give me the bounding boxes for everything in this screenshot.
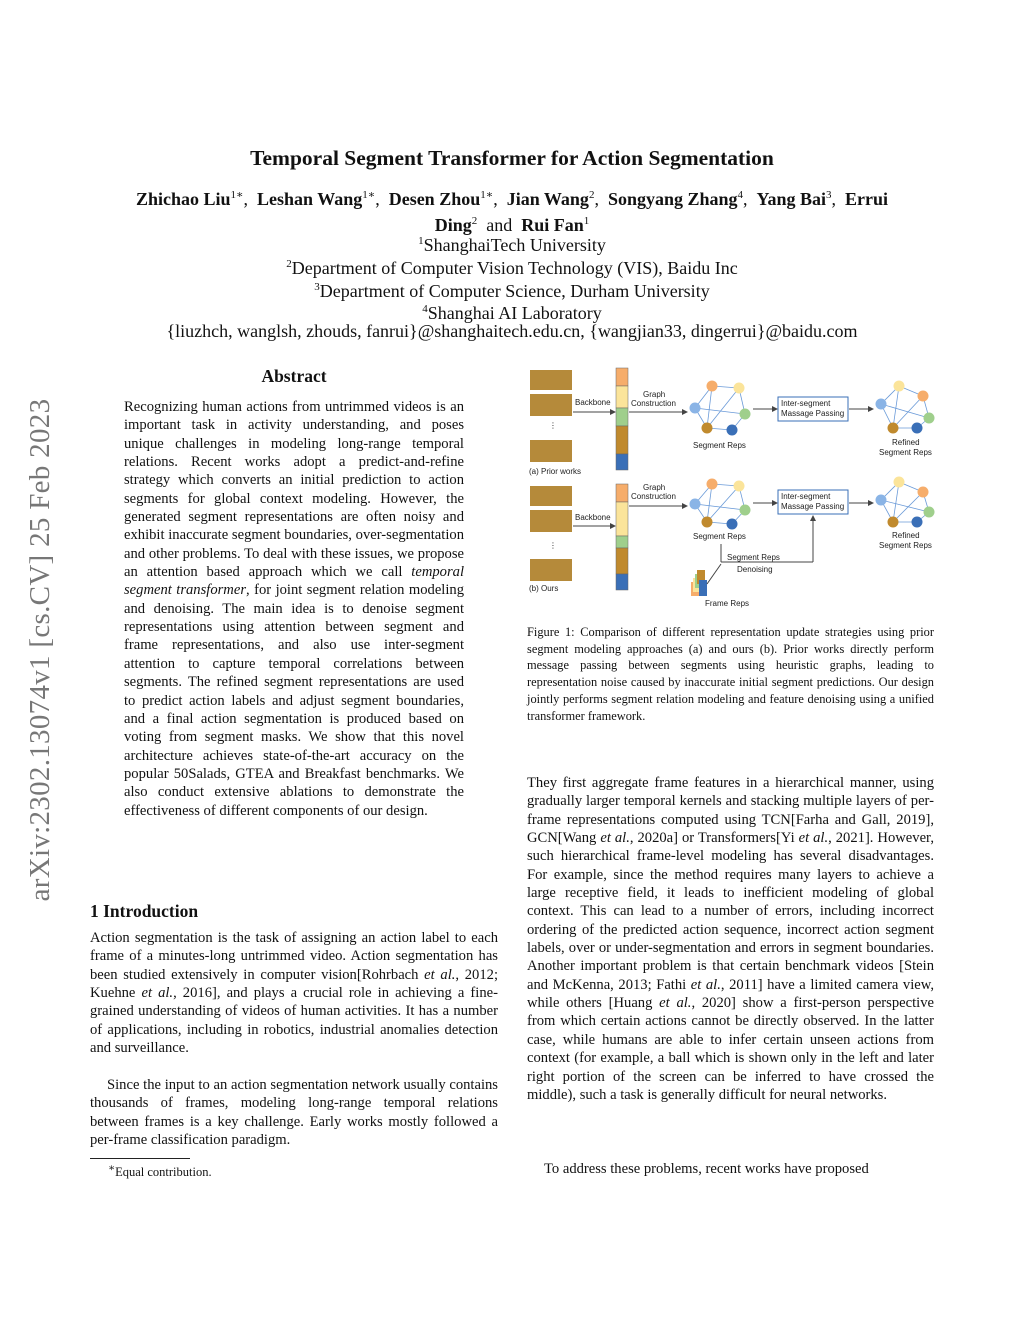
segment-node bbox=[740, 409, 751, 420]
segment-block bbox=[616, 502, 628, 536]
segment-node bbox=[734, 481, 745, 492]
intro-paragraph-2: Since the input to an action segmentation network usually contains thousands of frames, modeling long-range temporal relations between frames is a key challenge. Early works mostly followed a per-frame classification paradigm. bbox=[90, 1077, 498, 1149]
video-frame-thumbnail bbox=[530, 440, 572, 462]
segment-block bbox=[616, 454, 628, 470]
denoising-label: Denoising bbox=[737, 565, 773, 574]
ellipsis: ⋮ bbox=[549, 541, 557, 550]
video-frame-thumbnail bbox=[530, 559, 572, 581]
paragraph-text: , 2012; Kuehne bbox=[90, 966, 499, 1002]
segment-node bbox=[707, 479, 718, 490]
paragraph-text: Action segmentation is the task of assigning an action label to each frame of a minutes-long untrimmed video. Action segmentation has been studied extensively in computer vision[Rohrbach bbox=[90, 930, 498, 983]
etal: et al. bbox=[690, 976, 721, 993]
refined-node bbox=[876, 399, 887, 410]
paragraph-text: , 2016], and plays a crucial role in achieving a fine-grained understanding of videos of human activities. It has a number of applications, including in robotics, industrial anomalies detection and surveillance. bbox=[90, 985, 498, 1057]
paragraph-text: , 2011] have a limited camera view, while others [Huang bbox=[527, 976, 935, 1012]
author-name: Leshan Wang bbox=[257, 189, 363, 209]
affiliation-text: Shanghai AI Laboratory bbox=[427, 303, 602, 323]
refined-label: Segment Reps bbox=[879, 448, 932, 457]
etal: et al. bbox=[798, 830, 829, 847]
footnote-text: Equal contribution. bbox=[115, 1165, 212, 1180]
refined-node bbox=[924, 413, 935, 424]
refined-node bbox=[918, 391, 929, 402]
author-sup: 1 bbox=[583, 215, 590, 227]
refined-node bbox=[888, 517, 899, 528]
paper-title: Temporal Segment Transformer for Action Segmentation bbox=[250, 146, 774, 170]
author-sup: 2 bbox=[471, 215, 478, 227]
segment-reps-label: Segment Reps bbox=[693, 441, 746, 450]
footnote-rule bbox=[90, 1158, 190, 1159]
arxiv-identifier: arXiv:2302.13074v1 [cs.CV] 25 Feb 2023 bbox=[24, 398, 56, 902]
segment-node bbox=[727, 519, 738, 530]
backbone-label: Backbone bbox=[575, 398, 611, 407]
segment-block bbox=[616, 408, 628, 426]
intro-paragraph-1 bbox=[90, 929, 498, 1057]
segment-block bbox=[616, 426, 628, 454]
paragraph-text: , 2020] show a first-person perspective from which certain actions cannot be directly observed. In the latter case, while humans are able to infer certain unseen actions from context (for example, a ball which is shown only in the left and later right portion of the screen can be inferred to have crossed the middle), such a task is generally difficult for neural networks. bbox=[527, 995, 934, 1103]
segment-block bbox=[616, 368, 628, 386]
author-name: Yang Bai bbox=[756, 189, 827, 209]
affiliation-sup: 4 bbox=[422, 303, 428, 315]
graph-label: Construction bbox=[631, 492, 676, 501]
backbone-label: Backbone bbox=[575, 513, 611, 522]
author-sup: 1∗ bbox=[480, 189, 494, 201]
section-heading: 1 Introduction bbox=[90, 901, 199, 921]
abstract-text: , for joint segment relation modeling and denoising. The main idea is to denoise segment representations using attention between segment and frame representations, and also use inter-segment attention to capture temporal correlations between segments. The refined segment representations are used to predict action labels and adjust segment boundaries, and a final action segmentation is produced based on voting from segment masks. We show that this novel architecture achieves state-of-the-art accuracy on the popular 50Salads, GTEA and Breakfast benchmarks. We also conduct extensive ablations to demonstrate the effectiveness of different components of our design. bbox=[124, 582, 464, 819]
segment-node bbox=[690, 499, 701, 510]
author-sup: 3 bbox=[826, 189, 832, 201]
paragraph-text: , 2020a] or Transformers[Yi bbox=[629, 830, 799, 847]
refined-node bbox=[912, 517, 923, 528]
video-frame-thumbnail bbox=[530, 486, 572, 506]
connector bbox=[707, 564, 721, 584]
segment-block bbox=[616, 386, 628, 408]
etal: et al. bbox=[659, 995, 692, 1012]
etal: et al. bbox=[600, 830, 630, 847]
author-name: Errui Ding bbox=[434, 189, 889, 235]
body-paragraph-2: To address these problems, recent works have proposed bbox=[544, 1161, 869, 1177]
refined-node bbox=[894, 381, 905, 392]
inter-segment-label: Massage Passing bbox=[781, 409, 845, 418]
refined-label: Refined bbox=[892, 531, 920, 540]
segment-block bbox=[616, 574, 628, 590]
author-name: Rui Fan bbox=[521, 215, 584, 235]
segment-block bbox=[616, 548, 628, 574]
author-name: Jian Wang bbox=[506, 189, 589, 209]
refined-label: Refined bbox=[892, 438, 920, 447]
author-name: Zhichao Liu bbox=[135, 189, 231, 209]
prior-works-label: (a) Prior works bbox=[529, 467, 582, 476]
affiliation-sup: 3 bbox=[314, 281, 320, 293]
video-frame-thumbnail bbox=[530, 510, 572, 532]
figure-caption: Figure 1: Comparison of different representation update strategies using prior segment modeling approaches (a) and ours (b). Prior works directly perform message passing between segments using heuristic graphs, leading to representation noise caused by inaccurate initial segment predictions. Our design jointly performs segment relation modeling and feature denoising using a unified transformer framework. bbox=[527, 625, 934, 723]
author-sup: 1∗ bbox=[230, 189, 244, 201]
segment-block bbox=[616, 536, 628, 548]
affiliation-sup: 2 bbox=[286, 258, 292, 270]
segment-node bbox=[740, 505, 751, 516]
video-frame-thumbnail bbox=[530, 394, 572, 416]
etal: et al. bbox=[141, 985, 174, 1002]
etal: et al. bbox=[424, 966, 456, 983]
footnote-mark: ∗ bbox=[108, 1163, 116, 1174]
refined-node bbox=[894, 477, 905, 488]
refined-node bbox=[924, 507, 935, 518]
author-sup: 2 bbox=[588, 189, 595, 201]
graph-label: Graph bbox=[643, 483, 666, 492]
paragraph-text: They first aggregate frame features in a hierarchical manner, using gradually larger temporal kernels and stacking multiple layers of per-frame representations computed using TCN[Farha and Gall, 2019], GCN[Wang bbox=[527, 775, 934, 847]
segment-node bbox=[734, 383, 745, 394]
affiliation-text: Department of Computer Vision Technology (VIS), Baidu Inc bbox=[291, 258, 738, 278]
graph-label: Construction bbox=[631, 399, 676, 408]
abstract-emphasis: temporal segment transformer bbox=[124, 564, 464, 599]
author-emails: {liuzhch, wanglsh, zhouds, fanrui}@shanghaitech.edu.cn, {wangjian33, dingerrui}@baidu.com bbox=[166, 321, 858, 341]
frame-rep bbox=[699, 580, 707, 596]
ours-label: (b) Ours bbox=[529, 584, 559, 593]
abstract-text: Recognizing human actions from untrimmed videos is an important task in activity understanding, and poses unique challenges in modeling long-range temporal relations. Recent works adopt a predict-and-refine strategy which converts an initial prediction to action segments for global context modeling. However, the generated segment representations are often noisy and exhibit inaccurate segment boundaries, over-segmentation and other problems. To deal with these issues, we propose an attention based approach which we call bbox=[124, 399, 464, 581]
inter-segment-label: Massage Passing bbox=[781, 502, 845, 511]
abstract-body bbox=[124, 398, 464, 820]
affiliation-text: Department of Computer Science, Durham University bbox=[319, 281, 710, 301]
frame-reps-label: Frame Reps bbox=[705, 599, 750, 608]
author-list: Zhichao Liu$^{1∗}$, Leshan Wang$^{1∗}$, Desen Zhou$^{1∗}$, Jian Wang$^2$, Songyang Zhang$^4$, Yang Bai$^3$, Errui Ding$^2$ and Rui Fan$^1$ bbox=[135, 189, 889, 235]
refined-node bbox=[888, 423, 899, 434]
refined-label: Segment Reps bbox=[879, 541, 932, 550]
video-frame-thumbnail bbox=[530, 370, 572, 390]
denoising-label: Segment Reps bbox=[727, 553, 780, 562]
inter-segment-label: Inter-segment bbox=[781, 492, 831, 501]
segment-node bbox=[690, 403, 701, 414]
segment-node bbox=[727, 425, 738, 436]
body-paragraph-1 bbox=[527, 774, 934, 1104]
paragraph-text: , 2021]. However, such hierarchical frame-level modeling has several disadvantages. For example, since the method requires many layers to achieve a large receptive field, it leads to inefficient modeling of global context. This can lead to a number of errors, including incorrect ordering of the predicted action sequence, incorrect action segment labels, over or under-segmentation and errors in segment boundaries. Another important problem is that certain benchmark videos [Stein and McKenna, 2013; Fathi bbox=[527, 830, 934, 993]
author-name: Desen Zhou bbox=[388, 189, 481, 209]
abstract-heading: Abstract bbox=[261, 366, 327, 386]
figure-1-diagram bbox=[527, 366, 937, 612]
refined-node bbox=[918, 487, 929, 498]
segment-reps-label: Segment Reps bbox=[693, 532, 746, 541]
segment-block bbox=[616, 484, 628, 502]
segment-node bbox=[702, 423, 713, 434]
segment-node bbox=[702, 517, 713, 528]
ellipsis: ⋮ bbox=[549, 421, 557, 430]
refined-node bbox=[876, 495, 887, 506]
author-sup: 1∗ bbox=[362, 189, 376, 201]
author-name: Songyang Zhang bbox=[607, 189, 738, 209]
graph-label: Graph bbox=[643, 390, 666, 399]
refined-node bbox=[912, 423, 923, 434]
footnote bbox=[90, 1162, 212, 1180]
affiliation-sup: 1 bbox=[418, 235, 424, 247]
inter-segment-label: Inter-segment bbox=[781, 399, 831, 408]
segment-node bbox=[707, 381, 718, 392]
author-sup: 4 bbox=[737, 189, 743, 201]
affiliation-text: ShanghaiTech University bbox=[423, 235, 606, 255]
